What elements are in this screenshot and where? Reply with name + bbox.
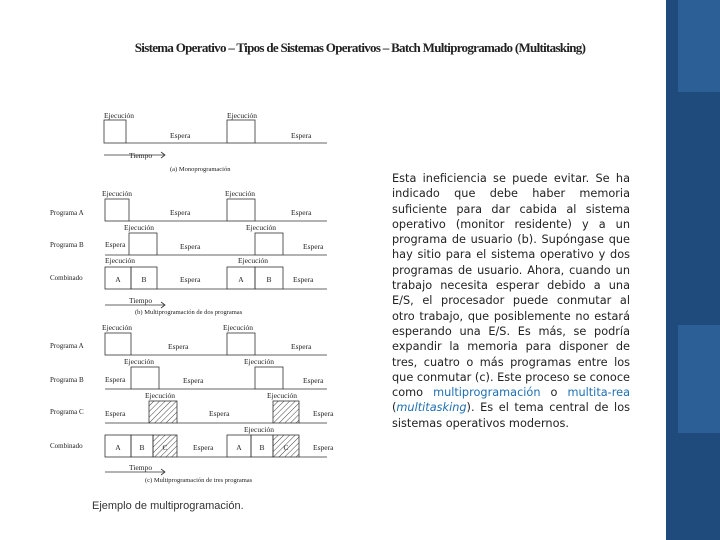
svg-text:(b) Multiprogramación de dos p: (b) Multiprogramación de dos programas [135,309,243,316]
svg-text:Espera: Espera [291,208,312,217]
svg-text:Ejecución: Ejecución [105,256,135,265]
svg-text:Ejecución: Ejecución [124,357,154,366]
svg-text:Espera: Espera [180,242,201,251]
svg-text:Programa B: Programa B [50,376,84,384]
svg-text:C: C [162,443,168,452]
svg-text:A: A [115,443,121,452]
svg-text:(c) Multiprogramación de tres: (c) Multiprogramación de tres programas [145,477,253,484]
svg-text:Ejecución: Ejecución [244,357,274,366]
svg-text:Tiempo: Tiempo [129,463,153,472]
svg-text:Ejecución: Ejecución [102,323,132,332]
svg-text:B: B [266,275,272,284]
svg-text:Combinado: Combinado [50,442,83,450]
svg-text:Espera: Espera [291,342,312,351]
svg-text:Ejecución: Ejecución [267,391,297,400]
svg-text:Programa A: Programa A [50,209,84,217]
slide-title: Sistema Operativo – Tipos de Sistemas Operativos – Batch Multiprogramado (Multitasking) [134,40,586,55]
svg-text:Espera: Espera [303,376,324,385]
body-paragraph: Esta ineficiencia se puede evitar. Se ha indicado que debe haber memoria suficiente para dar cabida al sistema operativo (monitor residente) y a un programa de usuario (b). Supóngase que hay sitio para el sistema operativo y dos programas de usuario. Ahora, cuando un trabajo necesita esperar debido a una E/S, el procesador puede conmutar al otro trabajo, que posiblemente no estará esperando una E/S. Es más, se podría expandir la memoria para disponer de tres, cuatro o más programas entre los que conmutar (c). Este proceso se conoce como multiprogramación o multita-rea (multitasking). Es el tema central de los sistemas operativos modernos. [392,172,631,430]
svg-text:Tiempo: Tiempo [129,151,153,160]
svg-text:Espera: Espera [168,342,189,351]
svg-text:C: C [283,443,289,452]
svg-text:Espera: Espera [180,275,201,284]
svg-text:Espera: Espera [105,375,126,384]
svg-text:Ejecución: Ejecución [238,256,268,265]
svg-text:Ejecución: Ejecución [145,391,175,400]
svg-text:Tiempo: Tiempo [129,296,153,305]
svg-text:A: A [115,275,121,284]
svg-text:Ejecución: Ejecución [124,223,154,232]
svg-text:Espera: Espera [193,443,214,452]
term-multitarea: multita-rea [567,386,631,400]
svg-text:Ejecución: Ejecución [102,189,132,198]
sidebar-block [678,325,720,433]
svg-text:Programa C: Programa C [50,408,84,416]
svg-text:Espera: Espera [105,409,126,418]
svg-text:(a) Monoprogramación: (a) Monoprogramación [170,166,231,173]
svg-text:Espera: Espera [105,240,126,249]
svg-text:Ejecución: Ejecución [244,425,274,434]
svg-text:Ejecución: Ejecución [246,223,276,232]
svg-text:Espera: Espera [293,275,314,284]
svg-text:Espera: Espera [170,131,191,140]
svg-text:Espera: Espera [313,443,334,452]
term-multiprogramacion: multiprogramación [433,386,541,400]
svg-text:Programa B: Programa B [50,241,84,249]
svg-text:Espera: Espera [291,131,312,140]
svg-text:Espera: Espera [303,242,324,251]
multiprogramming-figure [45,108,345,498]
term-multitasking: multitasking [396,401,467,415]
svg-text:B: B [139,443,145,452]
svg-text:Programa A: Programa A [50,342,84,350]
svg-text:B: B [259,443,265,452]
svg-text:Espera: Espera [170,208,191,217]
svg-text:Espera: Espera [209,409,230,418]
svg-text:B: B [141,275,147,284]
sidebar-decoration [666,0,720,540]
svg-text:Combinado: Combinado [50,274,83,282]
figure-caption: Ejemplo de multiprogramación. [92,500,244,512]
svg-text:Ejecución: Ejecución [227,111,257,120]
svg-text:Ejecución: Ejecución [225,189,255,198]
svg-text:Ejecución: Ejecución [223,323,253,332]
svg-text:Ejecución: Ejecución [104,111,134,120]
svg-text:A: A [236,443,242,452]
svg-text:A: A [238,275,244,284]
svg-text:Espera: Espera [313,409,334,418]
svg-text:Espera: Espera [183,376,204,385]
